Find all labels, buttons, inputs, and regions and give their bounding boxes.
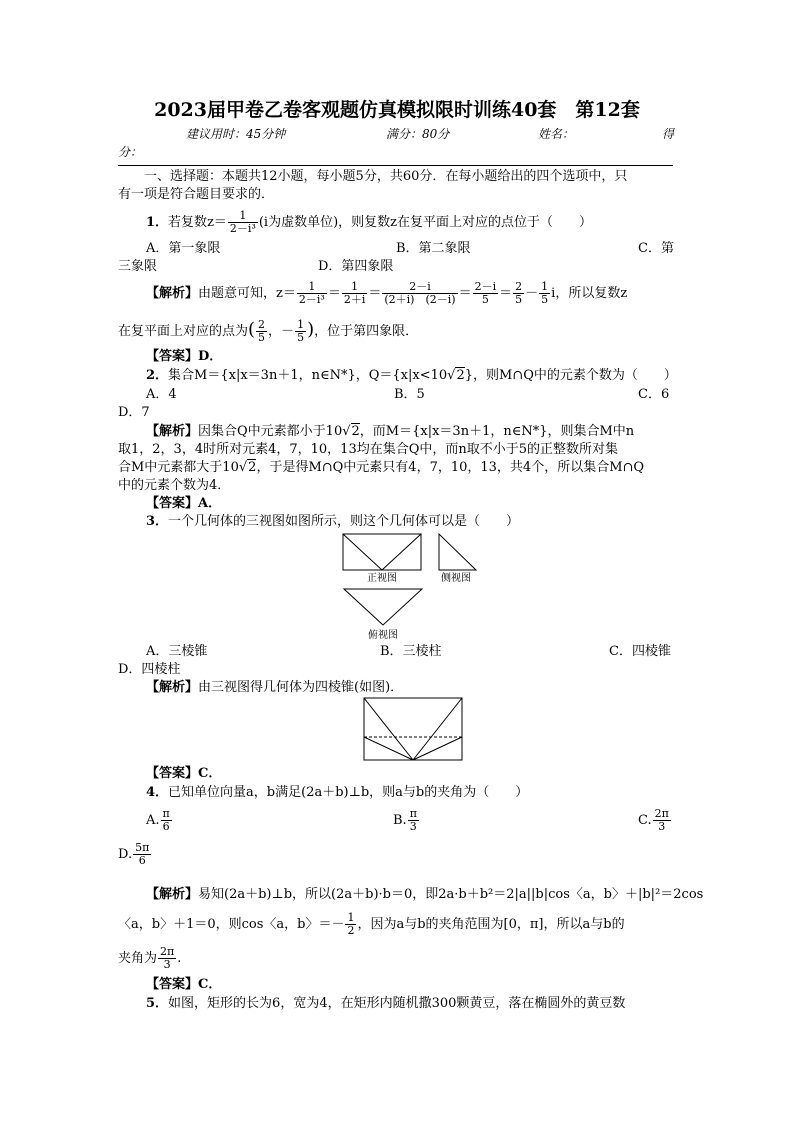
q2-option-b: B．5	[394, 387, 425, 402]
top-view-diagram	[343, 588, 423, 626]
q2-answer-label: 【答案】	[146, 496, 199, 511]
q1-analysis-a: 由题意可知，z＝	[198, 286, 296, 301]
q2-option-c: C．6	[638, 387, 670, 402]
q3-answer	[146, 765, 221, 783]
q4-opt-d-label: D.	[118, 847, 133, 862]
q2-analysis-1a: 因集合Q中元素都小于10	[198, 424, 343, 439]
q4-opt-c-label: C.	[638, 813, 652, 828]
q1-analysis-d: ，位于第四象限．	[314, 324, 419, 339]
q4-opt-a-label: A.	[146, 813, 160, 828]
q4-opt-c-frac	[653, 808, 671, 833]
q4-analysis-3a: 夹角为	[118, 951, 158, 966]
q3-analysis-label: 【解析】	[146, 680, 199, 695]
q3-analysis	[146, 679, 403, 697]
q1-step-frac-1	[297, 281, 327, 306]
q4-odn: 5π	[135, 841, 150, 854]
q4-odd: 6	[138, 854, 146, 867]
q1-f1d: 2－i³	[298, 293, 325, 306]
q1-step-frac-3	[382, 281, 457, 306]
q4-oan: π	[162, 807, 170, 820]
q2-analysis-label: 【解析】	[146, 424, 199, 439]
q4-opt-b-label: B.	[393, 813, 407, 828]
q1-p1d: 5	[258, 331, 266, 344]
q1-option-b: B．第二象限	[396, 241, 471, 256]
q4-an: 2π	[160, 945, 175, 958]
q4-oad: 6	[162, 820, 170, 833]
q2-stem-b: }，则M∩Q中的元素个数为（ ）	[464, 368, 677, 383]
q4-analysis-1a: 易知(2a＋b)⊥b，所以(2a＋b)·b＝0，即2a·b＋b²＝2|a||b|cos〈a，b〉＋|b|²＝2cos	[198, 887, 704, 902]
q4-obn: π	[409, 807, 417, 820]
q2-sqrt-2: 2	[351, 424, 360, 439]
q1-frac-den: 2－i³	[229, 222, 256, 235]
q1-fraction	[228, 210, 258, 235]
q1-f2n: 1	[342, 281, 368, 294]
q1-p2d: 5	[297, 331, 305, 344]
q1-answer-label: 【答案】	[146, 349, 199, 364]
q3-analysis-text: 由三视图得几何体为四棱锥(如图)．	[198, 680, 404, 695]
q1-analysis: 【解析】由题意可知，z＝ $\frac{1}{\text{2－i³}}$ ＝ $\frac{1}{2+i}$ ＝ $\frac{2-i}{(2+i) (2-i)}$ ＝ $\frac{2-i}{5}$ ＝ $\frac{2}{5}$ － $\frac{1}{5}$ i，所以复数z	[146, 280, 628, 306]
q4-stem-text: 已知单位向量a，b满足(2a＋b)⊥b，则a与b的夹角为（ ）	[168, 785, 529, 800]
q1-analysis-label: 【解析】	[146, 286, 199, 301]
q4-answer	[146, 976, 221, 994]
q4-ans-frac	[158, 946, 176, 971]
q1-f3n: 2－i	[382, 281, 457, 294]
q1-f4n: 2－i	[474, 280, 497, 293]
q4-option-c	[638, 804, 672, 838]
q1-option-c-cont: 三象限	[118, 259, 158, 274]
q4-answer-value: C．	[198, 977, 222, 992]
q4-opt-d-frac	[133, 842, 151, 867]
q4-number: 4．	[146, 785, 169, 800]
q1-stem-b: (i为虚数单位)，则复数z在复平面上对应的点位于（ ）	[258, 215, 593, 230]
q1-analysis-c: 在复平面上对应的点为	[118, 324, 249, 339]
score-got-label-2: 分：	[118, 145, 143, 159]
q3-option-b: B．三棱柱	[380, 644, 442, 659]
q1-f5n: 2	[515, 280, 523, 293]
header-divider	[118, 165, 673, 166]
section-heading	[118, 168, 678, 186]
q1-step-frac-5	[513, 281, 524, 306]
q3-option-c: C．四棱锥	[609, 644, 671, 659]
q1-f2d: 2＋i	[343, 293, 366, 306]
q4-analysis-2a: 〈a，b〉＋1＝0，则cos〈a，b〉＝－	[118, 917, 345, 932]
q1-step-frac-2	[342, 281, 368, 306]
q3-stem	[146, 513, 519, 531]
score-got-label: 得	[662, 127, 675, 141]
q4-stem	[146, 784, 528, 802]
q1-p1n: 2	[258, 318, 266, 331]
q1-f6d: 5	[541, 293, 549, 306]
q5-stem-text: 如图，矩形的长为6，宽为4，在矩形内随机撒300颗黄豆，落在椭圆外的黄豆数	[168, 996, 626, 1011]
q2-option-d: D．7	[118, 405, 150, 420]
score-label: 满分：80分	[386, 127, 450, 141]
q2-sqrt-3: 2	[248, 460, 257, 475]
q1-f5d: 5	[515, 293, 523, 306]
q4-option-b	[393, 804, 420, 838]
q4-answer-label: 【答案】	[146, 977, 199, 992]
name-label: 姓名：	[538, 127, 575, 141]
side-view-caption: 侧视图	[441, 573, 471, 584]
q2-answer	[146, 495, 221, 513]
q3-number: 3．	[146, 514, 169, 529]
q5-number: 5．	[146, 996, 169, 1011]
q4-analysis-2b: ，因为a与b的夹角范围为[0，π]，所以a与b的	[357, 917, 625, 932]
q1-frac-num: 1	[228, 210, 258, 223]
q2-analysis-4: 中的元素个数为4．	[118, 478, 231, 493]
q3-answer-label: 【答案】	[146, 766, 199, 781]
q5-stem	[146, 995, 625, 1013]
q2-stem-a: 集合M＝{x|x＝3n＋1，n∈N*}，Q＝{x|x<10	[168, 368, 448, 383]
q4-hn: 1	[347, 911, 355, 924]
front-view-diagram	[342, 533, 422, 571]
q1-option-a: A．第一象限	[146, 241, 221, 256]
q2-analysis-1: 【解析】因集合Q中元素都小于10√2，而M＝{x|x＝3n＋1，n∈N*}，则集合M中n	[146, 424, 635, 439]
section-heading-2: 有一项是符合题目要求的．	[118, 187, 275, 202]
q1-f3d: (2＋i) (2－i)	[384, 293, 456, 306]
q1-p2n: 1	[297, 318, 305, 331]
q2-option-a: A．4	[146, 387, 177, 402]
q2-answer-value: A．	[198, 496, 222, 511]
q3-answer-value: C．	[198, 766, 222, 781]
q2-analysis-2: 取1，2，3，4时所对元素4，7，10，13均在集合Q中，而n取不小于5的正整数所对集	[118, 442, 619, 457]
q1-option-d: D．第四象限	[318, 259, 394, 274]
q1-analysis-2: 在复平面上对应的点为( $\frac{2}{5}$ ，－ $\frac{1}{5}$ )，位于第四象限．	[118, 318, 419, 344]
q4-obd: 3	[409, 820, 417, 833]
q1-option-c: C．第	[638, 241, 674, 256]
q2-analysis-3a: 合M中元素都大于10	[118, 460, 239, 475]
q4-option-d	[118, 838, 152, 872]
q4-ocd: 3	[658, 820, 666, 833]
time-label: 建议用时：45分钟	[186, 127, 286, 141]
q4-analysis-3	[118, 942, 181, 976]
q1-point-x	[256, 319, 267, 344]
q1-answer-value: D．	[198, 349, 223, 364]
q1-answer	[146, 348, 222, 366]
q2-analysis-3b: ，于是得M∩Q中元素只有4，7，10，13，共4个，所以集合M∩Q	[256, 460, 645, 475]
front-view-caption: 正视图	[367, 573, 397, 584]
q1-z-eq: z＝	[207, 215, 227, 230]
q1-step-frac-6	[539, 281, 550, 306]
side-view-diagram	[438, 533, 478, 571]
q4-opt-b-frac	[408, 808, 419, 833]
q1-number: 1．	[146, 215, 169, 230]
q1-analysis-b: i，所以复数z	[551, 286, 628, 301]
q2-analysis-3: 合M中元素都大于10√2，于是得M∩Q中元素只有4，7，10，13，共4个，所以集合M∩Q	[118, 460, 645, 475]
section-heading-line1: 一、选择题：本题共12小题，每小题5分，共60分．在每小题给出的四个选项中，只	[144, 169, 628, 184]
q3-option-a: A．三棱锥	[146, 644, 208, 659]
q4-analysis-1	[146, 886, 703, 904]
q4-ad: 3	[163, 958, 171, 971]
q4-analysis-2	[118, 908, 625, 942]
q2-sqrt: 2	[456, 368, 465, 383]
q4-half-frac	[345, 912, 356, 937]
page-title: 2023届甲卷乙卷客观题仿真模拟限时训练40套 第12套	[154, 99, 640, 121]
q1-f6n: 1	[541, 280, 549, 293]
q4-hd: 2	[347, 924, 355, 937]
q4-option-a	[146, 804, 173, 838]
q3-option-d: D．四棱柱	[118, 662, 181, 677]
q2-analysis-1b: ，而M＝{x|x＝3n＋1，n∈N*}，则集合M中n	[359, 424, 635, 439]
q3-stem-text: 一个几何体的三视图如图所示，则这个几何体可以是（ ）	[168, 514, 520, 529]
q4-opt-a-frac	[161, 808, 172, 833]
q2-stem: 2．集合M＝{x|x＝3n＋1，n∈N*}，Q＝{x|x<10√2}，则M∩Q中的元素个数为（ ）	[146, 368, 677, 383]
q1-point-y	[295, 319, 306, 344]
q1-stem-a: 若复数	[168, 215, 208, 230]
pyramid-diagram	[363, 697, 463, 761]
q1-stem	[146, 208, 706, 238]
q2-number: 2．	[146, 368, 169, 383]
q1-f4d: 5	[481, 293, 489, 306]
q1-step-frac-4	[473, 281, 499, 306]
q4-analysis-3b: .	[177, 951, 182, 966]
q1-f1n: 1	[297, 281, 327, 294]
top-view-caption: 俯视图	[368, 630, 398, 641]
q4-ocn: 2π	[654, 807, 669, 820]
q4-analysis-label: 【解析】	[146, 887, 199, 902]
